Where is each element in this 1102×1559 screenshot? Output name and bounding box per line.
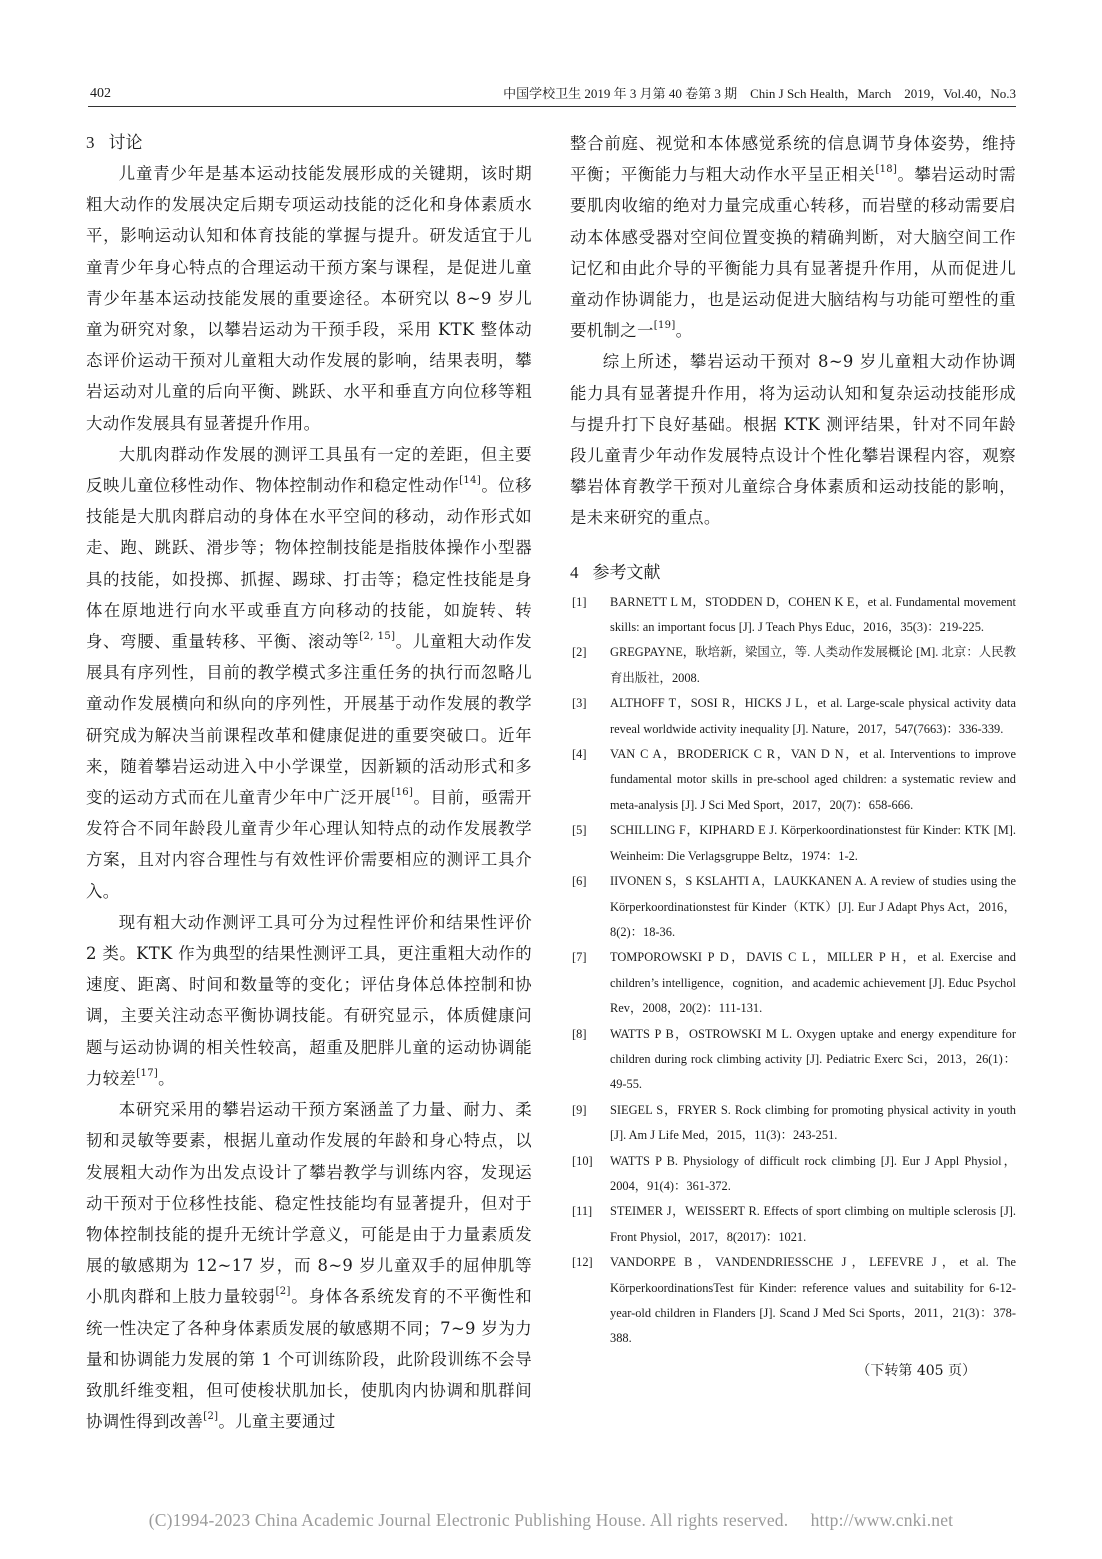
reference-number: [2] [572, 645, 587, 660]
paragraph-3: 现有粗大动作测评工具可分为过程性评价和结果性评价 2 类。KTK 作为典型的结果性测评工具，更注重粗大动作的速度、距离、时间和数量等的变化；评估身体总体控制和协调，主要关注动态平衡协调技能。有研究显示，体质健康问题与运动协调的相关性较高，超重及肥胖儿童的运动协调能力较差[17]。 [86, 912, 532, 1088]
reference-item [570, 1022, 1016, 1098]
left-column [86, 128, 532, 1437]
reference-item [570, 818, 1016, 869]
reference-item [570, 1149, 1016, 1200]
reference-item [570, 869, 1016, 945]
discussion-heading: 3 讨论 [86, 133, 143, 153]
reference-text: WATTS P B，OSTROWSKI M L. Oxygen uptake and energy expenditure for children during rock climbing activity [J]. Pediatric Exerc Sci，2013，26(1)：49-55. [610, 1026, 1016, 1092]
citation[interactable]: [2, 15] [359, 631, 396, 643]
reference-number: [4] [572, 747, 587, 762]
journal-citation: 中国学校卫生 2019 年 3 月第 40 卷第 3 期 Chin J Sch Health，March 2019，Vol.40，No.3 [503, 86, 1016, 101]
page-number: 402 [90, 86, 111, 101]
reference-list [570, 590, 1016, 1352]
paragraph-6: 综上所述，攀岩运动干预对 8~9 岁儿童粗大动作协调能力具有显著提升作用，将为运动认知和复杂运动技能形成与提升打下良好基础。根据 KTK 测评结果，针对不同年龄段儿童青少年动作发展特点设计个性化攀岩课程内容，观察攀岩体育教学干预对儿童综合身体素质和运动技能的影响，是未来研究的重点。 [570, 352, 1016, 528]
reference-number: [11] [572, 1204, 593, 1219]
paragraph-5: 整合前庭、视觉和本体感觉系统的信息调节身体姿势，维持平衡；平衡能力与粗大动作水平呈正相关[18]。攀岩运动时需要肌肉收缩的绝对力量完成重心转移，而岩壁的移动需要启动本体感受器对空间位置变换的精确判断，对大脑空间工作记忆和由此介导的平衡能力具有显著提升作用，从而促进儿童动作协调能力，也是运动促进大脑结构与功能可塑性的重要机制之一[19]。 [570, 134, 1016, 341]
reference-text: IIVONEN S，S KSLAHTI A，LAUKKANEN A. A review of studies using the Körperkoordinationstest für Kinder（KTK）[J]. Eur J Adapt Phys Act，2016，8(2)：18-36. [610, 874, 1016, 939]
reference-text: VAN C A，BRODERICK C R，VAN D N，et al. Interventions to improve fundamental motor skills in pre-school aged children: a systematic review and meta-analysis [J]. J Sci Med Sport，2017，20(7)：658-666. [610, 747, 1016, 812]
reference-number: [12] [572, 1255, 593, 1270]
reference-number: [10] [572, 1153, 593, 1168]
reference-item [570, 691, 1016, 742]
reference-item [570, 1250, 1016, 1352]
continued-note: （下转第 405 页） [856, 1362, 976, 1379]
running-header [88, 84, 1016, 107]
citation[interactable]: [18] [875, 164, 898, 176]
right-column [570, 128, 1016, 1380]
reference-number: [1] [572, 594, 587, 609]
reference-number: [3] [572, 696, 587, 711]
reference-item [570, 590, 1016, 641]
reference-item [570, 945, 1016, 1021]
paragraph-2: 大肌肉群动作发展的测评工具虽有一定的差距，但主要反映儿童位移性动作、物体控制动作和稳定性动作[14]。位移技能是大肌肉群启动的身体在水平空间的移动，动作形式如走、跑、跳跃、滑步等；物体控制技能是指肢体操作小型器具的技能，如投掷、抓握、踢球、打击等；稳定性技能是身体在原地进行向水平或垂直方向移动的技能，如旋转、转身、弯腰、重量转移、平衡、滚动等[2, 15]。儿童粗大动作发展具有序列性，目前的教学模式多注重任务的执行而忽略儿童动作发展横向和纵向的序列性，开展基于动作发展的教学研究成为解决当前课程改革和健康促进的重要突破口。近年来，随着攀岩运动进入中小学课堂，因新颖的活动形式和多变的运动方式而在儿童青少年中广泛开展[16]。目前，亟需开发符合不同年龄段儿童青少年心理认知特点的动作发展教学方案，且对内容合理性与有效性评价需要相应的测评工具介入。 [86, 444, 532, 901]
reference-text: STEIMER J，WEISSERT R. Effects of sport climbing on multiple sclerosis [J]. Front Physiol，2017，8(2017)：1021. [610, 1204, 1016, 1244]
reference-number: [5] [572, 823, 587, 838]
citation[interactable]: [16] [391, 787, 414, 799]
citation[interactable]: [17] [136, 1067, 159, 1079]
reference-text: TOMPOROWSKI P D，DAVIS C L，MILLER P H，et al. Exercise and children’s intelligence，cognition，and academic achievement [J]. Educ Psychol Rev，2008，20(2)：111-131. [610, 950, 1016, 1016]
reference-item [570, 1199, 1016, 1250]
citation[interactable]: [14] [459, 475, 482, 487]
reference-text: GREGPAYNE，耿培新，梁国立，等. 人类动作发展概论 [M]. 北京：人民教育出版社，2008. [610, 645, 1016, 685]
reference-text: SCHILLING F，KIPHARD E J. Körperkoordinationstest für Kinder: KTK [M]. Weinheim: Die Verlagsgruppe Beltz，1974：1-2. [610, 823, 1016, 863]
reference-item [570, 640, 1016, 691]
paragraph-4: 本研究采用的攀岩运动干预方案涵盖了力量、耐力、柔韧和灵敏等要素，根据儿童动作发展的年龄和身心特点，以发展粗大动作为出发点设计了攀岩教学与训练内容，发现运动干预对于位移性技能、稳定性技能均有显著提升，但对于物体控制技能的提升无统计学意义，可能是由于力量素质发展的敏感期为 12~17 岁，而 8~9 岁儿童双手的屈伸肌等小肌肉群和上肢力量较弱[2]。身体各系统发育的不平衡性和统一性决定了各种身体素质发展的敏感期不同；7~9 岁为力量和协调能力发展的第 1 个可训练阶段，此阶段训练不会导致肌纤维变粗，但可使梭状肌加长，使肌肉内协调和肌群间协调性得到改善[2]。儿童主要通过 [86, 1100, 532, 1432]
reference-text: VANDORPE B，VANDENDRIESSCHE J，LEFEVRE J，et al. The KörperkoordinationsTest für Kinder: reference values and suitability for 6-12-year-old children in Flanders [J]. Scand J Med Sci Sports，2011，21(3)：378-388. [610, 1255, 1016, 1346]
reference-number: [8] [572, 1026, 587, 1041]
reference-item [570, 1098, 1016, 1149]
reference-text: SIEGEL S，FRYER S. Rock climbing for promoting physical activity in youth [J]. Am J Life Med，2015，11(3)：243-251. [610, 1102, 1016, 1143]
citation[interactable]: [19] [653, 320, 676, 332]
references-heading: 4 参考文献 [570, 562, 661, 583]
copyright-footer: (C)1994-2023 China Academic Journal Electronic Publishing House. All rights reserved. http://www.cnki.net [148, 1510, 954, 1530]
reference-number: [9] [572, 1102, 587, 1117]
citation[interactable]: [2] [203, 1411, 219, 1423]
reference-number: [6] [572, 874, 587, 889]
reference-text: ALTHOFF T，SOSI R，HICKS J L，et al. Large-scale physical activity data reveal worldwide activity inequality [J]. Nature，2017，547(7663)：336-339. [610, 696, 1016, 736]
citation[interactable]: [2] [275, 1286, 291, 1298]
reference-number: [7] [572, 950, 587, 965]
paragraph-1: 儿童青少年是基本运动技能发展形成的关键期，该时期粗大动作的发展决定后期专项运动技能的泛化和身体素质水平，影响运动认知和体育技能的掌握与提升。研发适宜于儿童青少年身心特点的合理运动干预方案与课程，是促进儿童青少年基本运动技能发展的重要途径。本研究以 8~9 岁儿童为研究对象，以攀岩运动为干预手段，采用 KTK 整体动态评价运动干预对儿童粗大动作发展的影响，结果表明，攀岩运动对儿童的后向平衡、跳跃、水平和垂直方向位移等粗大动作发展具有显著提升作用。 [86, 164, 532, 433]
reference-item [570, 742, 1016, 818]
reference-text: BARNETT L M，STODDEN D，COHEN K E，et al. Fundamental movement skills: an important focus [J]. J Teach Phys Educ，2016，35(3)：219-225. [610, 594, 1016, 635]
reference-text: WATTS P B. Physiology of difficult rock climbing [J]. Eur J Appl Physiol，2004，91(4)：361-372. [610, 1153, 1016, 1193]
